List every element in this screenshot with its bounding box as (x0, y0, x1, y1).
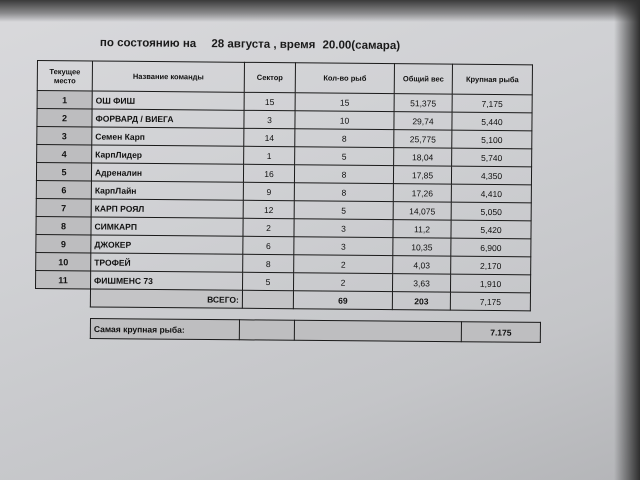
rank-cell: 2 (37, 109, 92, 127)
weight-cell: 17,85 (393, 166, 451, 185)
rank-cell: 5 (36, 163, 91, 181)
weight-cell: 51,375 (394, 94, 452, 113)
fish-count-cell: 5 (295, 147, 394, 166)
team-cell: СИМКАРП (91, 217, 243, 236)
team-cell: ОШ ФИШ (92, 91, 244, 110)
right-shadow (614, 0, 640, 480)
col-weight-header: Общий вес (394, 64, 452, 95)
sector-cell: 9 (243, 182, 294, 200)
weight-cell: 4,03 (393, 256, 451, 275)
rank-cell: 7 (36, 198, 91, 216)
weight-cell: 14,075 (393, 202, 451, 221)
col-sector-header: Сектор (244, 62, 295, 92)
fish-count-cell: 2 (294, 255, 393, 274)
big-fish-cell: 6,900 (451, 238, 531, 257)
results-table-wrap (35, 60, 533, 311)
total-big: 7,175 (450, 292, 530, 311)
team-cell: КарпЛидер (92, 145, 244, 164)
fish-count-cell: 15 (295, 93, 394, 112)
biggest-empty-cell-1 (239, 320, 294, 340)
total-label: ВСЕГО: (90, 289, 242, 308)
team-cell: ДЖОКЕР (91, 235, 243, 254)
standings-heading (100, 37, 400, 52)
big-fish-cell: 2,170 (451, 256, 531, 275)
team-cell: ФОРВАРД / ВИЕГА (92, 109, 244, 128)
fish-count-cell: 2 (293, 273, 392, 292)
fish-count-cell: 8 (294, 165, 393, 184)
fish-count-cell: 10 (295, 111, 394, 130)
col-team-header: Название команды (92, 61, 244, 92)
sector-cell: 2 (243, 218, 294, 236)
rank-cell: 4 (37, 145, 92, 163)
team-cell: КарпЛайн (91, 181, 243, 200)
big-fish-cell: 4,410 (451, 184, 531, 203)
big-fish-cell: 5,050 (451, 202, 531, 221)
header-row (37, 61, 532, 95)
results-table (35, 60, 533, 311)
weight-cell: 3,63 (392, 274, 450, 293)
big-fish-cell: 1,910 (450, 274, 530, 293)
big-fish-cell: 5,100 (452, 130, 532, 149)
sector-cell: 14 (244, 128, 295, 146)
rank-cell: 11 (36, 270, 91, 288)
heading-date: 28 августа , время (211, 38, 316, 52)
weight-cell: 29,74 (394, 112, 452, 131)
fish-count-cell: 8 (294, 183, 393, 202)
biggest-fish-row (90, 319, 540, 343)
sector-cell: 16 (243, 164, 294, 182)
weight-cell: 25,775 (394, 130, 452, 149)
rank-cell: 3 (37, 127, 92, 145)
weight-cell: 18,04 (394, 148, 452, 167)
sector-cell: 5 (242, 272, 293, 290)
sector-cell: 15 (244, 92, 295, 110)
rank-cell: 10 (36, 252, 91, 270)
weight-cell: 11,2 (393, 220, 451, 239)
total-sector-cell (242, 290, 293, 308)
col-fish-header: Кол-во рыб (295, 63, 394, 94)
fish-count-cell: 3 (294, 219, 393, 238)
col-rank-header: Текущее место (37, 61, 92, 91)
team-cell: Адреналин (91, 163, 243, 182)
sector-cell: 8 (243, 254, 294, 272)
rank-cell: 6 (36, 180, 91, 198)
total-weight: 203 (392, 292, 450, 311)
sector-cell: 3 (244, 110, 295, 128)
big-fish-cell: 5,420 (451, 220, 531, 239)
weight-cell: 17,26 (393, 184, 451, 203)
biggest-fish-value: 7.175 (461, 322, 540, 343)
fish-count-cell: 3 (294, 237, 393, 256)
biggest-fish-table (90, 318, 541, 343)
team-cell: ТРОФЕЙ (91, 253, 243, 272)
heading-time: 20.00(самара) (322, 39, 401, 53)
total-row (35, 288, 530, 310)
sector-cell: 12 (243, 200, 294, 218)
heading-prefix: по состоянию на (99, 37, 197, 51)
results-body (36, 91, 533, 293)
big-fish-cell: 5,440 (452, 112, 532, 131)
sector-cell: 1 (244, 146, 295, 164)
team-cell: ФИШМЕНС 73 (91, 271, 243, 290)
big-fish-cell: 4,350 (451, 166, 531, 185)
biggest-empty-cell-2 (294, 320, 461, 341)
big-fish-cell: 5,740 (452, 148, 532, 167)
biggest-fish-label: Самая крупная рыба: (90, 319, 239, 340)
rank-cell: 8 (36, 216, 91, 234)
col-big-header: Крупная рыба (452, 64, 532, 95)
total-fish: 69 (293, 291, 392, 310)
fish-count-cell: 8 (295, 129, 394, 148)
rank-cell: 9 (36, 234, 91, 252)
biggest-fish-box (90, 318, 541, 343)
weight-cell: 10,35 (393, 238, 451, 257)
top-shadow (0, 0, 640, 22)
big-fish-cell: 7,175 (452, 94, 532, 113)
team-cell: Семен Карп (92, 127, 244, 146)
rank-cell: 1 (37, 91, 92, 109)
total-blank-cell (35, 288, 90, 306)
sector-cell: 6 (243, 236, 294, 254)
team-cell: КАРП РОЯЛ (91, 199, 243, 218)
fish-count-cell: 5 (294, 201, 393, 220)
